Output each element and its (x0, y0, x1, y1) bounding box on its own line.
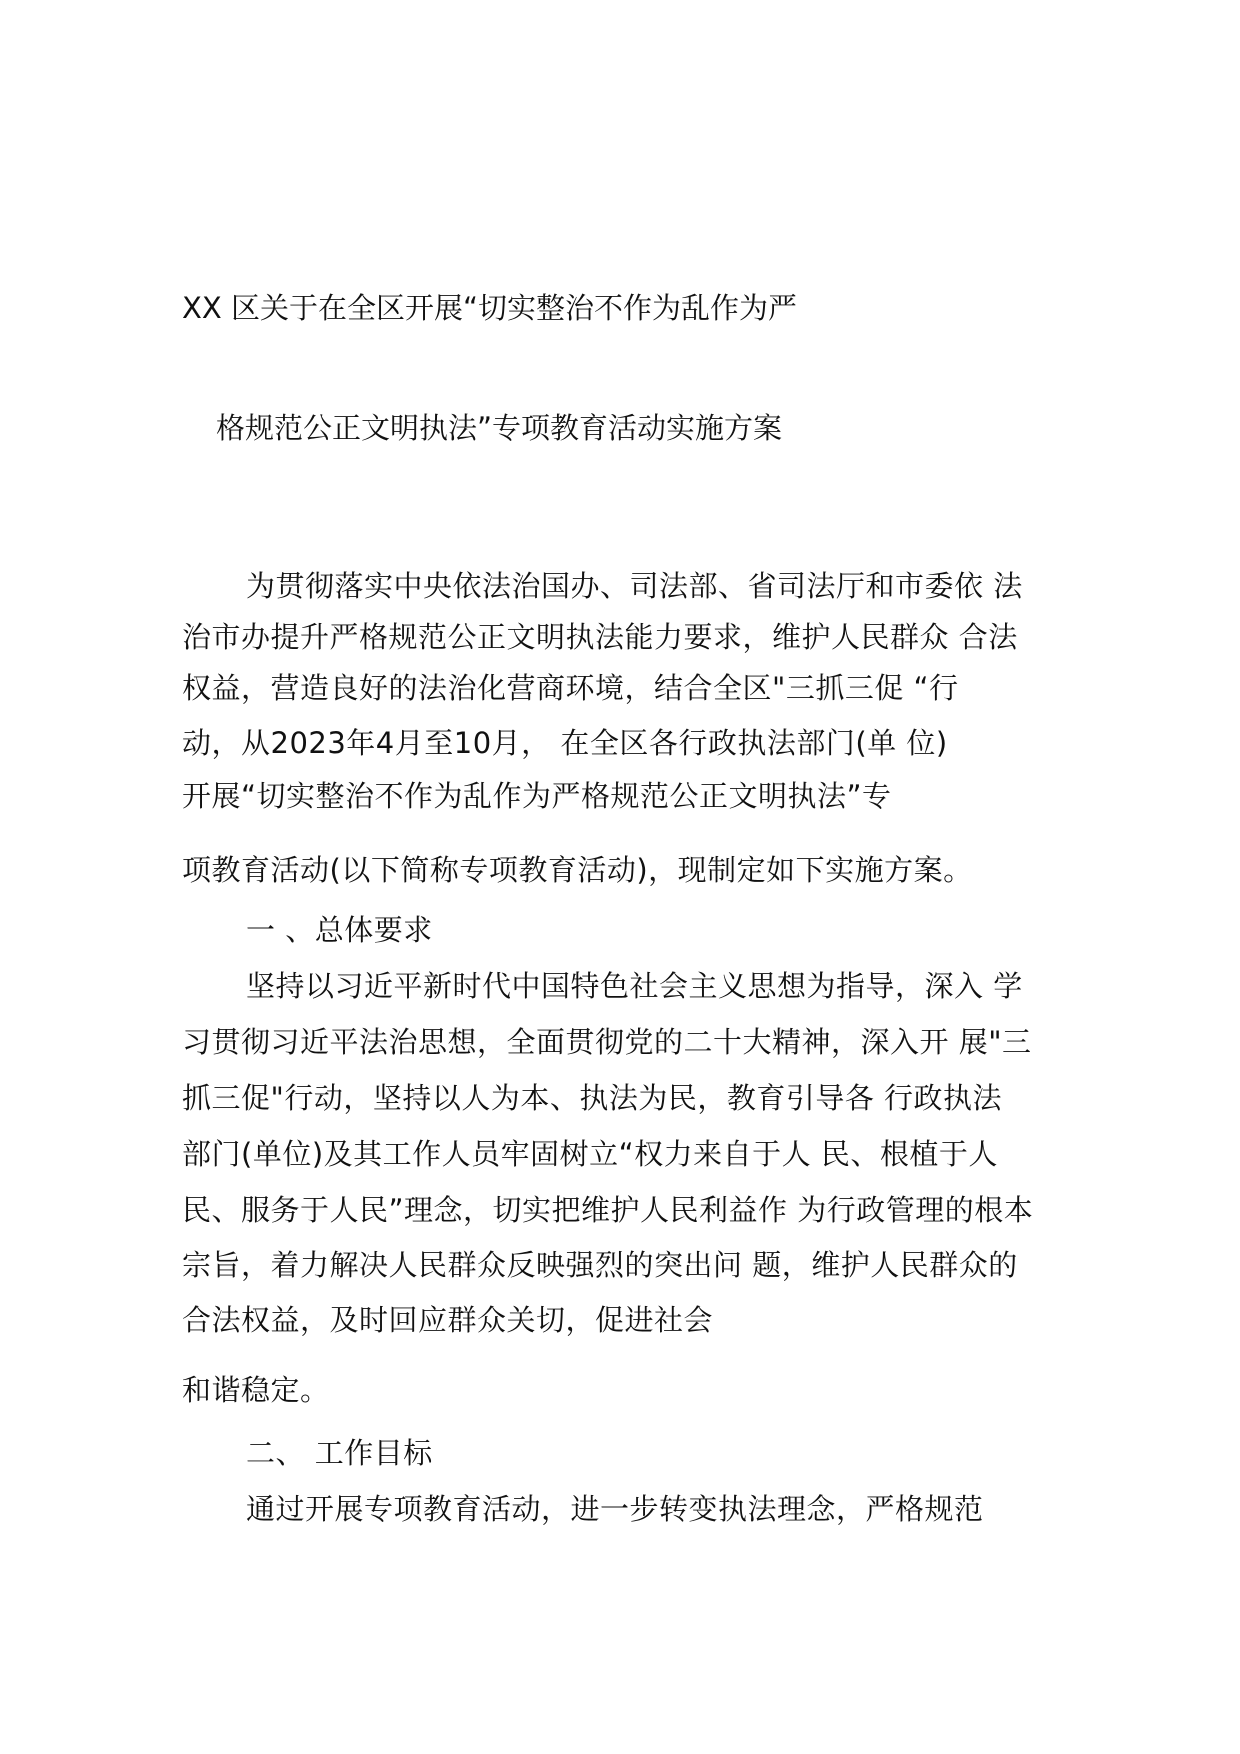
section-1-paragraph-line: 合法权益，及时回应群众关切，促进社会 (182, 1303, 714, 1337)
section-1-paragraph-line: 部门(单位)及其工作人员牢固树立“权力来自于人 民、根植于人 (182, 1137, 998, 1171)
section-1-paragraph-line: 抓三促"行动，坚持以人为本、执法为民，教育引导各 行政执法 (182, 1081, 1003, 1115)
intro-paragraph-line: 治市办提升严格规范公正文明执法能力要求，维护人民群众 合法 (182, 620, 1018, 654)
section-2-paragraph-line: 通过开展专项教育活动，进一步转变执法理念，严格规范 (246, 1492, 984, 1526)
section-1-paragraph-line: 和谐稳定。 (182, 1373, 330, 1407)
intro-paragraph-line: 权益，营造良好的法治化营商环境，结合全区"三抓三促 “行 (182, 671, 959, 705)
intro-paragraph-line: 动，从2023年4月至10月， 在全区各行政执法部门(单 位) (182, 726, 948, 760)
section-1-paragraph-line: 民、服务于人民”理念，切实把维护人民利益作 为行政管理的根本 (182, 1193, 1034, 1227)
section-1-paragraph-line: 坚持以习近平新时代中国特色社会主义思想为指导，深入 学 (246, 969, 1023, 1003)
document-title-line-1: XX 区关于在全区开展“切实整治不作为乱作为严 (182, 291, 797, 325)
document-title-line-2: 格规范公正文明执法”专项教育活动实施方案 (216, 411, 783, 445)
intro-paragraph-line: 为贯彻落实中央依法治国办、司法部、省司法厅和市委依 法 (246, 569, 1023, 603)
section-heading-overall-requirements: 一 、总体要求 (246, 913, 433, 947)
section-1-paragraph-line: 宗旨，着力解决人民群众反映强烈的突出问 题，维护人民群众的 (182, 1248, 1018, 1282)
intro-paragraph-line: 项教育活动(以下简称专项教育活动)，现制定如下实施方案。 (182, 853, 973, 887)
intro-paragraph-line: 开展“切实整治不作为乱作为严格规范公正文明执法”专 (182, 779, 892, 813)
section-1-paragraph-line: 习贯彻习近平法治思想，全面贯彻党的二十大精神，深入开 展"三 (182, 1025, 1032, 1059)
section-heading-work-objectives: 二、 工作目标 (246, 1436, 433, 1470)
